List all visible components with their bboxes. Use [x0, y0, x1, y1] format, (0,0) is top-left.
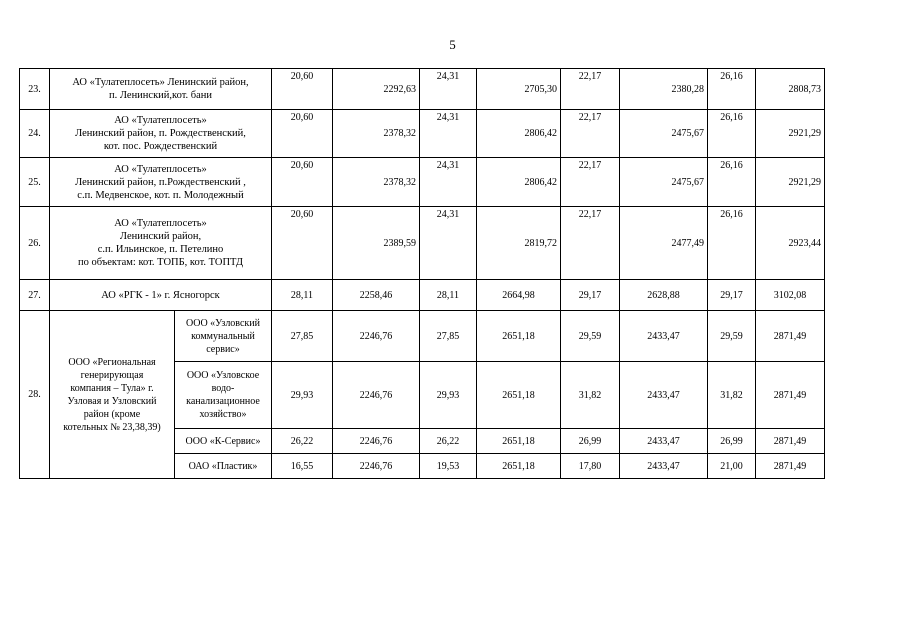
- table-row: [20, 158, 825, 207]
- tariff-value: 2664,98: [477, 280, 561, 311]
- tariff-value: 2433,47: [620, 311, 708, 362]
- tariff-value: 2651,18: [477, 454, 561, 479]
- tariff-value: 3102,08: [756, 280, 825, 311]
- tariff-value: 2292,63: [333, 69, 420, 110]
- tariff-value: 2871,49: [756, 311, 825, 362]
- tariff-value: 26,16: [708, 207, 756, 280]
- tariff-value: 2378,32: [333, 110, 420, 158]
- sub-organization-name: ООО «Узловское водо- канализационное хозяйство»: [175, 362, 272, 429]
- table-row: [20, 110, 825, 158]
- tariff-value: 22,17: [561, 207, 620, 280]
- tariff-value: 24,31: [420, 207, 477, 280]
- tariff-value: 20,60: [272, 110, 333, 158]
- tariff-value: 2380,28: [620, 69, 708, 110]
- tariff-value: 24,31: [420, 110, 477, 158]
- tariff-value: 28,11: [420, 280, 477, 311]
- tariff-value: 29,17: [708, 280, 756, 311]
- tariff-value: 2651,18: [477, 311, 561, 362]
- tariff-value: 28,11: [272, 280, 333, 311]
- tariff-value: 24,31: [420, 69, 477, 110]
- tariff-value: 2651,18: [477, 362, 561, 429]
- tariff-value: 21,00: [708, 454, 756, 479]
- tariff-value: 31,82: [561, 362, 620, 429]
- tariff-value: 26,99: [708, 429, 756, 454]
- tariff-value: 26,16: [708, 110, 756, 158]
- row-number: 26.: [20, 207, 50, 280]
- tariff-value: 27,85: [420, 311, 477, 362]
- table-row: [20, 69, 825, 110]
- organization-name: ООО «Региональная генерирующая компания – Тула» г. Узловая и Узловский район (кроме котельных № 23,38,39): [50, 311, 175, 479]
- tariff-value: 2475,67: [620, 110, 708, 158]
- tariff-value: 31,82: [708, 362, 756, 429]
- tariff-value: 2628,88: [620, 280, 708, 311]
- organization-name: АО «Тулатеплосеть» Ленинский район, п. Рождественский, кот. пос. Рождественский: [50, 110, 272, 158]
- tariff-value: 2871,49: [756, 429, 825, 454]
- row-number: 27.: [20, 280, 50, 311]
- tariff-value: 26,22: [420, 429, 477, 454]
- row-number: 24.: [20, 110, 50, 158]
- tariff-value: 2246,76: [333, 311, 420, 362]
- sub-organization-name: ОАО «Пластик»: [175, 454, 272, 479]
- tariff-value: 20,60: [272, 69, 333, 110]
- tariff-value: 2389,59: [333, 207, 420, 280]
- tariff-value: 2433,47: [620, 429, 708, 454]
- row-number: 28.: [20, 311, 50, 479]
- sub-organization-name: ООО «Узловский коммунальный сервис»: [175, 311, 272, 362]
- tariff-value: 2433,47: [620, 454, 708, 479]
- tariff-table: [19, 68, 825, 479]
- tariff-table-body: [20, 69, 825, 479]
- tariff-value: 29,59: [561, 311, 620, 362]
- table-row: [20, 311, 825, 362]
- tariff-value: 2921,29: [756, 158, 825, 207]
- tariff-value: 16,55: [272, 454, 333, 479]
- tariff-value: 22,17: [561, 69, 620, 110]
- tariff-value: 29,17: [561, 280, 620, 311]
- tariff-value: 20,60: [272, 158, 333, 207]
- tariff-value: 2871,49: [756, 454, 825, 479]
- page-number: 5: [449, 37, 456, 52]
- tariff-value: 2705,30: [477, 69, 561, 110]
- tariff-value: 29,93: [420, 362, 477, 429]
- sub-organization-name: ООО «К-Сервис»: [175, 429, 272, 454]
- tariff-value: 29,93: [272, 362, 333, 429]
- organization-name: АО «Тулатеплосеть» Ленинский район, с.п. Ильинское, п. Петелино по объектам: кот. ТОПБ, кот. ТОПТД: [50, 207, 272, 280]
- tariff-value: 2246,76: [333, 429, 420, 454]
- tariff-value: 2651,18: [477, 429, 561, 454]
- tariff-value: 26,22: [272, 429, 333, 454]
- tariff-value: 24,31: [420, 158, 477, 207]
- organization-name: АО «Тулатеплосеть» Ленинский район, п.Рождественский , с.п. Медвенское, кот. п. Молодежный: [50, 158, 272, 207]
- tariff-value: 2808,73: [756, 69, 825, 110]
- tariff-value: 2819,72: [477, 207, 561, 280]
- table-row: [20, 207, 825, 280]
- tariff-value: 2806,42: [477, 158, 561, 207]
- tariff-value: 2475,67: [620, 158, 708, 207]
- tariff-value: 20,60: [272, 207, 333, 280]
- tariff-value: 2246,76: [333, 454, 420, 479]
- tariff-value: 27,85: [272, 311, 333, 362]
- organization-name: АО «Тулатеплосеть» Ленинский район, п. Ленинский,кот. бани: [50, 69, 272, 110]
- tariff-value: 22,17: [561, 110, 620, 158]
- row-number: 25.: [20, 158, 50, 207]
- tariff-value: 2378,32: [333, 158, 420, 207]
- tariff-value: 2246,76: [333, 362, 420, 429]
- tariff-value: 26,16: [708, 158, 756, 207]
- tariff-value: 19,53: [420, 454, 477, 479]
- tariff-value: 2871,49: [756, 362, 825, 429]
- tariff-value: 22,17: [561, 158, 620, 207]
- tariff-value: 2433,47: [620, 362, 708, 429]
- tariff-value: 2921,29: [756, 110, 825, 158]
- row-number: 23.: [20, 69, 50, 110]
- tariff-value: 17,80: [561, 454, 620, 479]
- tariff-value: 29,59: [708, 311, 756, 362]
- tariff-value: 26,16: [708, 69, 756, 110]
- tariff-value: 2477,49: [620, 207, 708, 280]
- tariff-value: 2806,42: [477, 110, 561, 158]
- tariff-value: 2258,46: [333, 280, 420, 311]
- tariff-value: 2923,44: [756, 207, 825, 280]
- table-row: [20, 280, 825, 311]
- organization-name: АО «РГК - 1» г. Ясногорск: [50, 280, 272, 311]
- tariff-value: 26,99: [561, 429, 620, 454]
